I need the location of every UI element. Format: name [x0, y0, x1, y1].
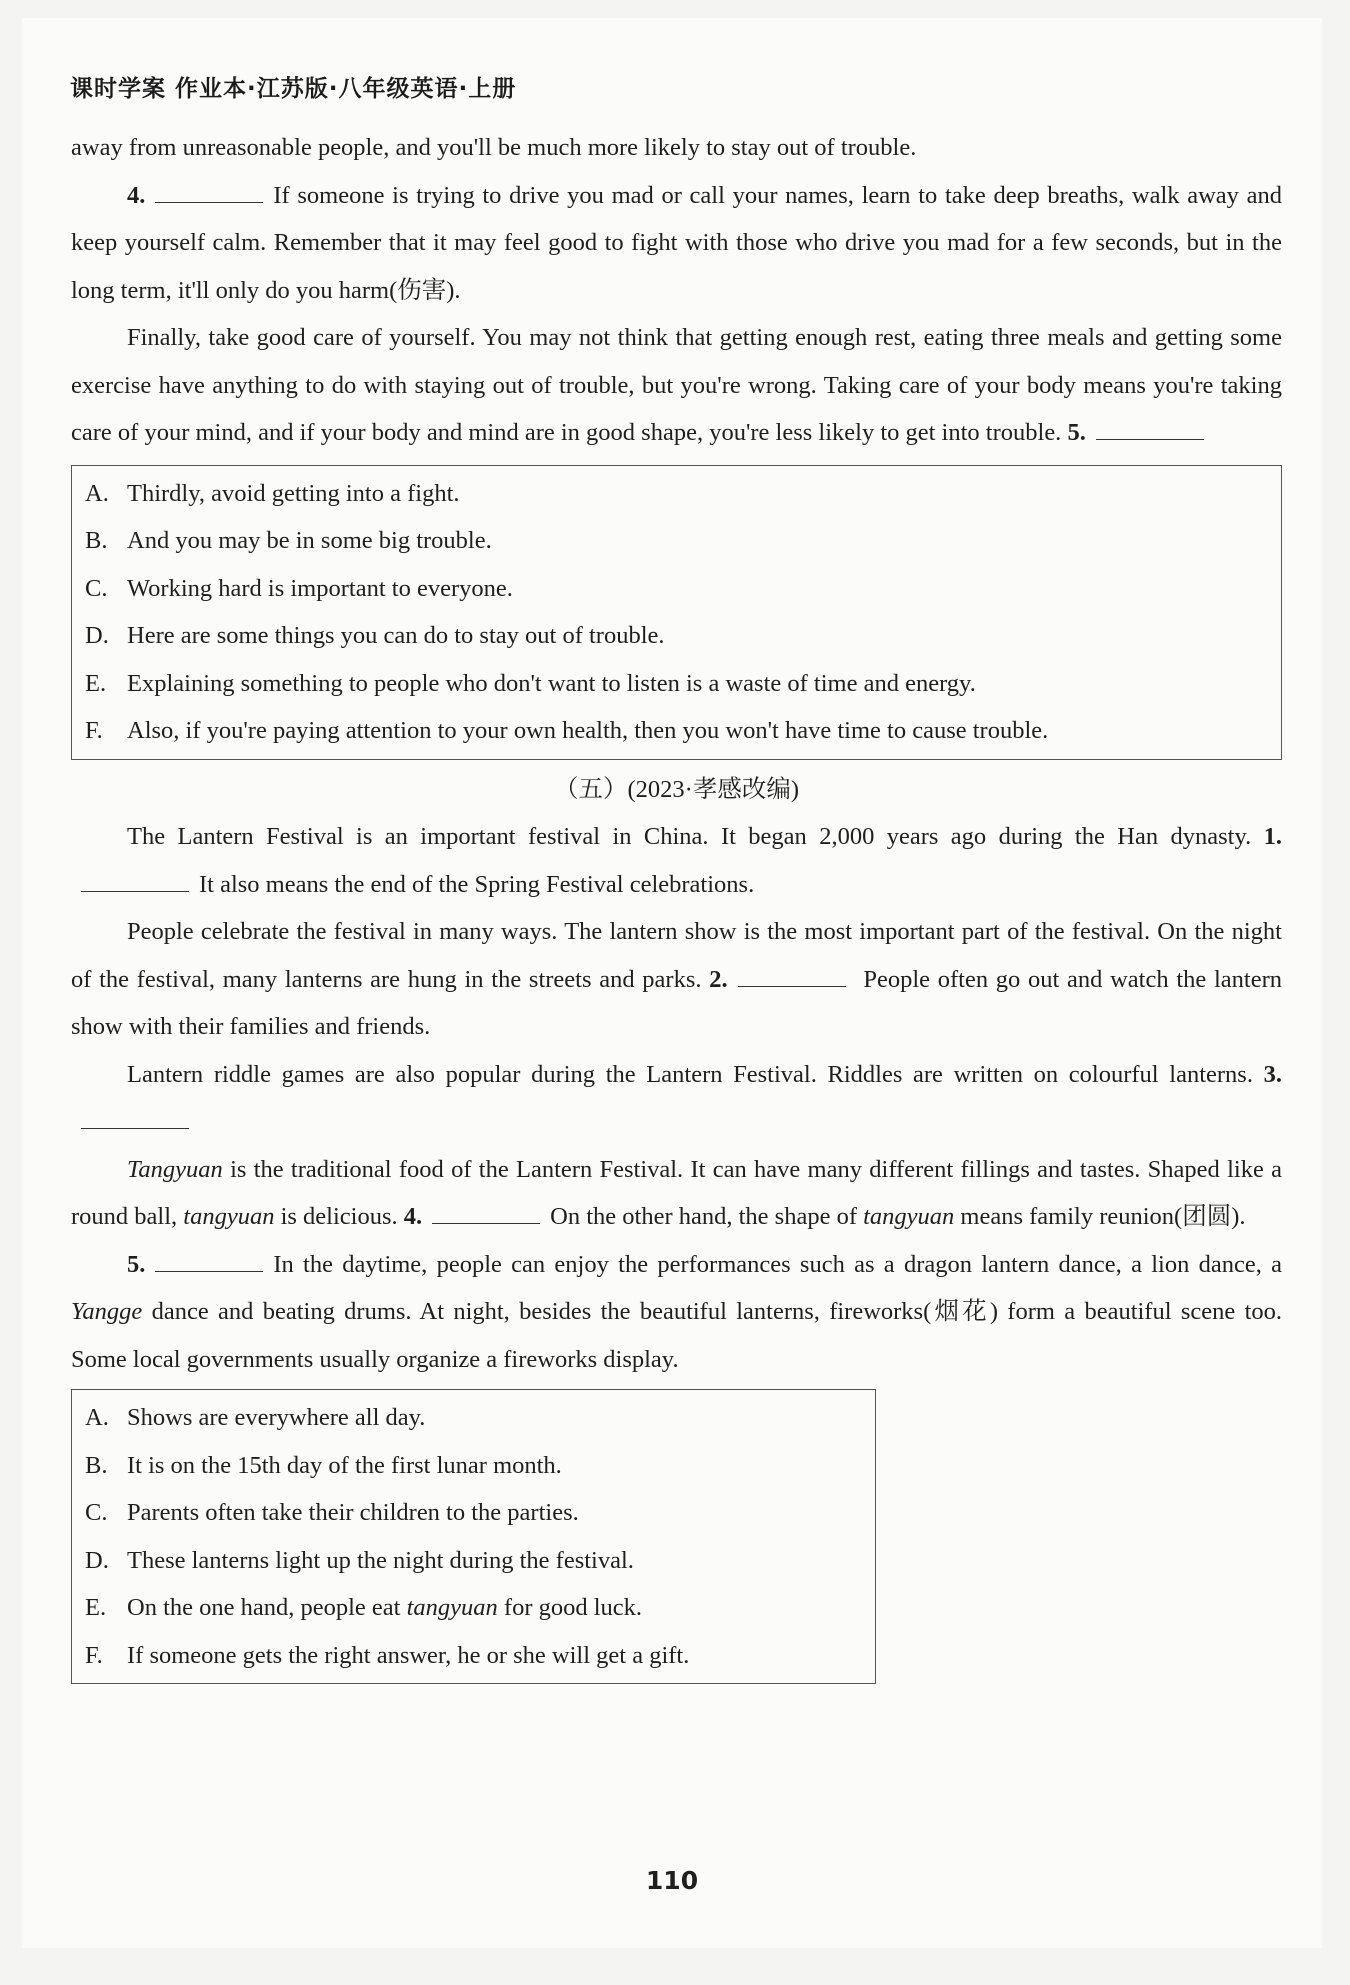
question-number: 4.: [127, 181, 146, 209]
option-text: Parents often take their children to the parties.: [127, 1499, 579, 1526]
paragraph-text: It also means the end of the Spring Festival celebrations.: [199, 870, 755, 898]
italic-term: tangyuan: [183, 1203, 275, 1230]
option-text: Here are some things you can do to stay out of trouble.: [127, 622, 665, 649]
question-number: 5.: [1067, 419, 1086, 446]
question-number: 5.: [127, 1250, 146, 1278]
option-letter: D.: [85, 1546, 109, 1574]
option-letter: C.: [85, 1499, 108, 1526]
option-item: [85, 517, 1271, 565]
paragraph-text: If someone is trying to drive you mad or call your names, learn to take deep breaths, walk away and keep yourself calm. Remember that it may feel good to fight with those who drive you mad for a few seconds, but in the long term, it'll only do you harm(伤害).: [71, 181, 1282, 304]
option-letter: E.: [85, 1594, 107, 1621]
option-text: And you may be in some big trouble.: [127, 527, 492, 554]
option-item: [85, 612, 1271, 660]
options-box: [71, 1389, 876, 1684]
options-box: [71, 465, 1282, 760]
option-item: [85, 1584, 865, 1632]
page-header: 课时学案 作业本·江苏版·八年级英语·上册: [70, 76, 517, 102]
option-text: Shows are everywhere all day.: [127, 1404, 426, 1431]
paragraph: [71, 172, 1282, 315]
option-letter: A.: [85, 1404, 109, 1431]
question-number: 2.: [709, 965, 728, 993]
option-text-part: On the one hand, people eat: [127, 1594, 401, 1621]
paragraph-text: dance and beating drums. At night, besides the beautiful lanterns, fireworks(烟花) form a beautiful scene too. Some local governments usually organize a fireworks display.: [71, 1298, 1282, 1373]
section-title: （五）(2023·孝感改编): [554, 775, 799, 803]
option-text: Thirdly, avoid getting into a fight.: [127, 479, 460, 507]
option-item: [85, 1537, 865, 1585]
paragraph-text: means family reunion(团圆).: [960, 1203, 1246, 1230]
paragraph-text: People celebrate the festival in many ways. The lantern show is the most important part of the festival. On the night of the festival, many lanterns are hung in the streets and parks.: [71, 918, 1282, 993]
textbook-page: [22, 18, 1322, 1948]
option-text: Explaining something to people who don't want to listen is a waste of time and energy.: [127, 669, 976, 697]
italic-term: Tangyuan: [127, 1155, 223, 1183]
option-item: [85, 1632, 865, 1680]
paragraph: [71, 314, 1282, 457]
paragraph: [71, 1146, 1282, 1241]
italic-term: tangyuan: [406, 1594, 498, 1621]
paragraph: [71, 1051, 1282, 1146]
option-letter: B.: [85, 527, 108, 554]
option-item: [85, 1442, 865, 1490]
italic-term: tangyuan: [863, 1203, 955, 1230]
answer-blank[interactable]: [81, 869, 189, 892]
option-letter: C.: [85, 574, 108, 602]
question-number: 4.: [403, 1203, 423, 1230]
option-letter: F.: [85, 1641, 103, 1669]
answer-blank[interactable]: [81, 1106, 189, 1129]
paragraph: [71, 908, 1282, 1051]
option-text-part: for good luck.: [503, 1594, 643, 1621]
option-item: [85, 1394, 865, 1442]
option-text: If someone gets the right answer, he or she will get a gift.: [127, 1641, 690, 1669]
option-text: Also, if you're paying attention to your own health, then you won't have time to cause trouble.: [127, 717, 1049, 744]
paragraph-text: Lantern riddle games are also popular during the Lantern Festival. Riddles are written on colourful lanterns.: [127, 1060, 1253, 1088]
paragraph-text: In the daytime, people can enjoy the performances such as a dragon lantern dance, a lion dance, a: [273, 1250, 1282, 1278]
paragraph-text: On the other hand, the shape of: [550, 1203, 857, 1230]
option-item: [85, 565, 1271, 613]
option-item: [85, 660, 1271, 708]
italic-term: Yangge: [71, 1298, 143, 1325]
option-letter: D.: [85, 622, 109, 649]
paragraph: [71, 124, 1282, 172]
paragraph: [71, 813, 1282, 908]
option-letter: E.: [85, 669, 107, 697]
page-number: 110: [645, 1866, 699, 1895]
answer-blank[interactable]: [155, 180, 263, 203]
paragraph-text: Finally, take good care of yourself. You may not think that getting enough rest, eating three meals and getting some exercise have anything to do with staying out of trouble, but you're wrong. Taking care of your body means you're taking care of your mind, and if your body and mind are in good shape, you're less likely to get into trouble.: [71, 324, 1282, 446]
option-text: Working hard is important to everyone.: [127, 574, 513, 602]
answer-blank[interactable]: [432, 1201, 540, 1224]
paragraph: [71, 1241, 1282, 1384]
paragraph-text: is delicious.: [280, 1203, 398, 1230]
question-number: 3.: [1263, 1060, 1282, 1088]
paragraph-text: is the traditional food of the Lantern Festival. It can have many different fillings and tastes. Shaped like a round ball,: [71, 1155, 1282, 1230]
option-item: [85, 707, 1271, 755]
question-number: 1.: [1263, 823, 1283, 850]
option-letter: A.: [85, 479, 109, 507]
paragraph-text: People often go out and watch the lantern show with their families and friends.: [71, 965, 1283, 1040]
option-text: These lanterns light up the night during the festival.: [127, 1546, 634, 1574]
answer-blank[interactable]: [1096, 417, 1204, 440]
paragraph-text: away from unreasonable people, and you'll be much more likely to stay out of trouble.: [71, 134, 917, 161]
option-text: [127, 1584, 865, 1632]
option-item: [85, 470, 1271, 518]
option-text: It is on the 15th day of the first lunar month.: [127, 1451, 562, 1479]
option-letter: F.: [85, 717, 103, 744]
paragraph-text: The Lantern Festival is an important festival in China. It began 2,000 years ago during the Han dynasty.: [127, 823, 1252, 850]
answer-blank[interactable]: [738, 964, 846, 987]
answer-blank[interactable]: [155, 1249, 263, 1272]
option-letter: B.: [85, 1451, 108, 1479]
option-item: [85, 1489, 865, 1537]
page-content: [71, 124, 1282, 1686]
